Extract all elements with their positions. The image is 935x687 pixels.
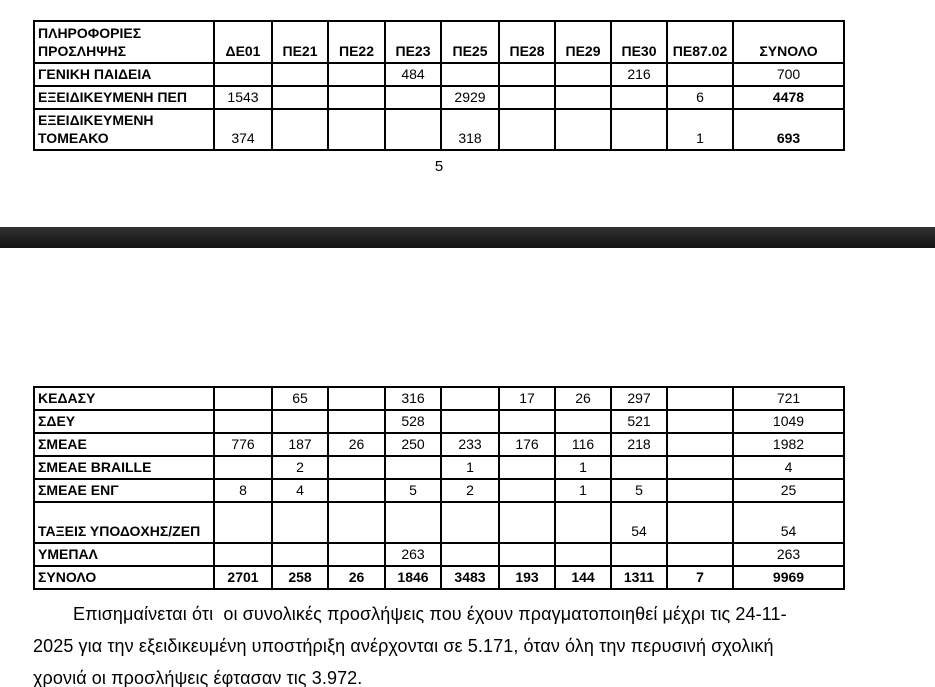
value-cell — [328, 456, 385, 479]
value-cell: 776 — [214, 433, 272, 456]
value-cell — [611, 543, 667, 566]
value-cell: 54 — [733, 502, 844, 543]
table-row — [34, 86, 844, 109]
value-cell: 1 — [441, 456, 499, 479]
value-cell — [328, 63, 385, 86]
value-cell: 1 — [555, 479, 611, 502]
value-cell — [499, 63, 555, 86]
table-row — [34, 479, 844, 502]
value-cell — [272, 86, 328, 109]
column-header-code: ΠΕ21 — [272, 21, 328, 63]
value-cell: 5 — [385, 479, 441, 502]
row-label-cell: ΕΞΕΙΔΙΚΕΥΜΕΝΗ ΠΕΠ — [34, 86, 214, 109]
value-cell: 263 — [385, 543, 441, 566]
value-cell: 1846 — [385, 566, 441, 589]
row-label-cell: ΥΜΕΠΑΛ — [34, 543, 214, 566]
table-row — [34, 433, 844, 456]
value-cell — [214, 543, 272, 566]
value-cell: 193 — [499, 566, 555, 589]
column-header-code: ΠΕ23 — [385, 21, 441, 63]
value-cell — [441, 387, 499, 410]
row-label-cell: ΕΞΕΙΔΙΚΕΥΜΕΝΗ ΤΟΜΕΑΚΟ — [34, 109, 214, 150]
value-cell — [555, 63, 611, 86]
value-cell: 1543 — [214, 86, 272, 109]
value-cell: 2701 — [214, 566, 272, 589]
hiring-info-table-page5 — [33, 20, 845, 151]
value-cell: 521 — [611, 410, 667, 433]
value-cell — [555, 109, 611, 150]
value-cell: 26 — [555, 387, 611, 410]
value-cell: 374 — [214, 109, 272, 150]
value-cell — [667, 387, 733, 410]
value-cell — [328, 109, 385, 150]
value-cell — [667, 410, 733, 433]
value-cell — [272, 410, 328, 433]
value-cell: 233 — [441, 433, 499, 456]
value-cell — [214, 456, 272, 479]
value-cell — [214, 410, 272, 433]
value-cell: 2929 — [441, 86, 499, 109]
column-header-code: ΠΕ22 — [328, 21, 385, 63]
column-header-code: ΠΕ28 — [499, 21, 555, 63]
value-cell: 26 — [328, 433, 385, 456]
value-cell — [328, 479, 385, 502]
row-label-cell: ΤΑΞΕΙΣ ΥΠΟΔΟΧΗΣ/ΖΕΠ — [34, 502, 214, 543]
value-cell — [499, 479, 555, 502]
paragraph-line: 2025 για την εξειδικευμένη υποστήριξη ανέρχονται σε 5.171, όταν όλη την περυσινή σχολική — [33, 636, 774, 656]
value-cell — [385, 109, 441, 150]
value-cell — [499, 456, 555, 479]
value-cell — [667, 502, 733, 543]
value-cell: 1 — [555, 456, 611, 479]
value-cell: 54 — [611, 502, 667, 543]
value-cell: 1311 — [611, 566, 667, 589]
value-cell — [611, 86, 667, 109]
value-cell — [328, 543, 385, 566]
value-cell — [272, 543, 328, 566]
value-cell: 25 — [733, 479, 844, 502]
value-cell — [214, 387, 272, 410]
value-cell — [499, 543, 555, 566]
value-cell: 216 — [611, 63, 667, 86]
value-cell: 2 — [272, 456, 328, 479]
value-cell: 65 — [272, 387, 328, 410]
value-cell: 258 — [272, 566, 328, 589]
value-cell — [611, 109, 667, 150]
value-cell: 9969 — [733, 566, 844, 589]
value-cell — [441, 502, 499, 543]
value-cell: 4478 — [733, 86, 844, 109]
value-cell — [499, 86, 555, 109]
value-cell — [441, 410, 499, 433]
value-cell: 4 — [733, 456, 844, 479]
value-cell — [555, 502, 611, 543]
value-cell: 700 — [733, 63, 844, 86]
page-separator-bar — [0, 227, 935, 248]
table-row — [34, 63, 844, 86]
value-cell: 26 — [328, 566, 385, 589]
value-cell: 316 — [385, 387, 441, 410]
value-cell — [272, 109, 328, 150]
value-cell: 250 — [385, 433, 441, 456]
value-cell: 318 — [441, 109, 499, 150]
value-cell: 7 — [667, 566, 733, 589]
value-cell — [272, 63, 328, 86]
value-cell — [214, 63, 272, 86]
value-cell — [667, 479, 733, 502]
value-cell: 144 — [555, 566, 611, 589]
value-cell — [555, 410, 611, 433]
table-row — [34, 502, 844, 543]
value-cell — [667, 433, 733, 456]
table-row — [34, 109, 844, 150]
value-cell — [214, 502, 272, 543]
summary-paragraph — [33, 598, 913, 687]
value-cell — [385, 86, 441, 109]
value-cell: 3483 — [441, 566, 499, 589]
value-cell: 8 — [214, 479, 272, 502]
paragraph-line: Επισημαίνεται ότι οι συνολικές προσλήψεις που έχουν πραγματοποιηθεί μέχρι τις 24-11- — [73, 604, 787, 624]
value-cell: 116 — [555, 433, 611, 456]
row-label-cell: ΣΥΝΟΛΟ — [34, 566, 214, 589]
column-header-code: ΔΕ01 — [214, 21, 272, 63]
value-cell — [667, 543, 733, 566]
value-cell: 721 — [733, 387, 844, 410]
value-cell: 484 — [385, 63, 441, 86]
value-cell: 1982 — [733, 433, 844, 456]
column-header-code: ΠΕ25 — [441, 21, 499, 63]
value-cell: 1049 — [733, 410, 844, 433]
hiring-info-table-continued — [33, 386, 845, 590]
value-cell — [441, 543, 499, 566]
value-cell — [499, 410, 555, 433]
column-header-code: ΣΥΝΟΛΟ — [733, 21, 844, 63]
value-cell — [441, 63, 499, 86]
value-cell: 693 — [733, 109, 844, 150]
column-header-code: ΠΕ87.02 — [667, 21, 733, 63]
row-label-cell: ΣΜΕΑΕ BRAILLE — [34, 456, 214, 479]
value-cell — [328, 86, 385, 109]
row-label-cell: ΣΜΕΑΕ — [34, 433, 214, 456]
value-cell: 2 — [441, 479, 499, 502]
value-cell — [385, 456, 441, 479]
value-cell — [555, 543, 611, 566]
row-label-cell: ΣΔΕΥ — [34, 410, 214, 433]
value-cell: 1 — [667, 109, 733, 150]
paragraph-line: χρονιά οι προσλήψεις έφτασαν τις 3.972. — [33, 668, 363, 687]
value-cell — [328, 387, 385, 410]
column-header-code: ΠΕ29 — [555, 21, 611, 63]
value-cell: 218 — [611, 433, 667, 456]
value-cell — [328, 410, 385, 433]
value-cell: 297 — [611, 387, 667, 410]
row-label-cell: ΣΜΕΑΕ ΕΝΓ — [34, 479, 214, 502]
table-row — [34, 387, 844, 410]
value-cell — [667, 63, 733, 86]
column-header-label: ΠΛΗΡΟΦΟΡΙΕΣ ΠΡΟΣΛΗΨΗΣ — [34, 21, 214, 63]
value-cell — [499, 502, 555, 543]
value-cell — [499, 109, 555, 150]
column-header-code: ΠΕ30 — [611, 21, 667, 63]
value-cell: 187 — [272, 433, 328, 456]
value-cell: 4 — [272, 479, 328, 502]
value-cell: 176 — [499, 433, 555, 456]
value-cell — [272, 502, 328, 543]
value-cell — [328, 502, 385, 543]
table-row — [34, 543, 844, 566]
value-cell — [385, 502, 441, 543]
value-cell: 528 — [385, 410, 441, 433]
value-cell — [667, 456, 733, 479]
row-label-cell: ΚΕΔΑΣΥ — [34, 387, 214, 410]
table-row — [34, 410, 844, 433]
table-row — [34, 566, 844, 589]
value-cell: 6 — [667, 86, 733, 109]
value-cell — [555, 86, 611, 109]
page-number: 5 — [434, 158, 444, 175]
value-cell: 263 — [733, 543, 844, 566]
row-label-cell: ΓΕΝΙΚΗ ΠΑΙΔΕΙΑ — [34, 63, 214, 86]
value-cell: 17 — [499, 387, 555, 410]
value-cell: 5 — [611, 479, 667, 502]
value-cell — [611, 456, 667, 479]
table-row — [34, 456, 844, 479]
